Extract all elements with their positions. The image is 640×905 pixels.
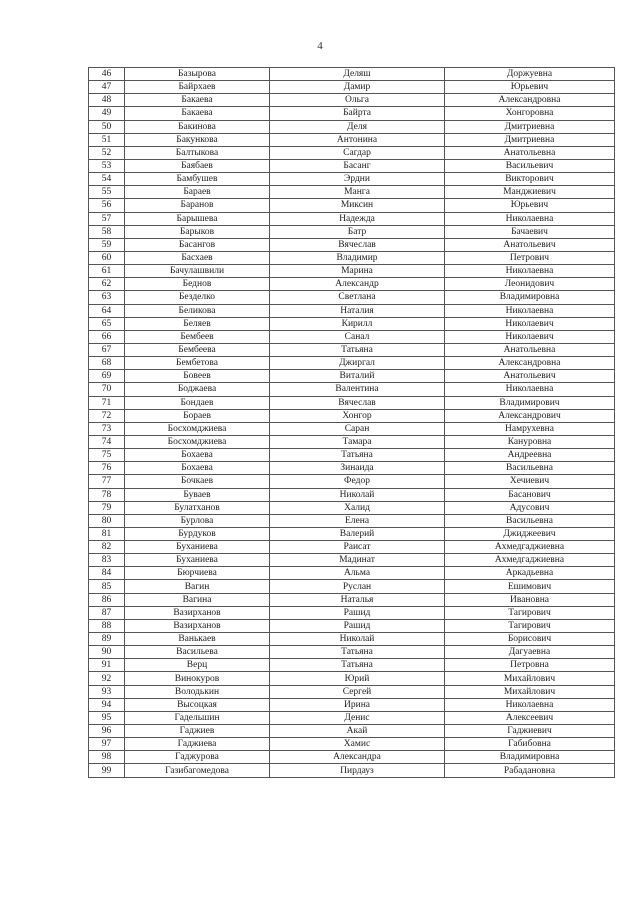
row-number-cell: 58 [89, 225, 125, 238]
patronymic-cell: Хечиевич [445, 475, 615, 488]
first-name-cell: Наталья [270, 593, 445, 606]
first-name-cell: Манга [270, 186, 445, 199]
row-number-cell: 84 [89, 567, 125, 580]
first-name-cell: Акай [270, 725, 445, 738]
surname-cell: Бакаева [125, 107, 270, 120]
surname-cell: Безделко [125, 291, 270, 304]
first-name-cell: Альма [270, 567, 445, 580]
roster-table [88, 67, 615, 778]
surname-cell: Бембетова [125, 357, 270, 370]
first-name-cell: Пирдауз [270, 764, 445, 777]
patronymic-cell: Доржуевна [445, 68, 615, 81]
surname-cell: Булатханов [125, 501, 270, 514]
row-number-cell: 73 [89, 422, 125, 435]
patronymic-cell: Леонидович [445, 278, 615, 291]
row-number-cell: 57 [89, 212, 125, 225]
table-row [89, 409, 615, 422]
table-row [89, 711, 615, 724]
first-name-cell: Джиргал [270, 357, 445, 370]
surname-cell: Бамбушев [125, 173, 270, 186]
row-number-cell: 94 [89, 698, 125, 711]
patronymic-cell: Ешимович [445, 580, 615, 593]
table-row [89, 435, 615, 448]
table-row [89, 554, 615, 567]
row-number-cell: 88 [89, 619, 125, 632]
patronymic-cell: Петрович [445, 251, 615, 264]
first-name-cell: Хонгор [270, 409, 445, 422]
surname-cell: Баябаев [125, 159, 270, 172]
patronymic-cell: Александровна [445, 357, 615, 370]
first-name-cell: Валерий [270, 527, 445, 540]
row-number-cell: 67 [89, 343, 125, 356]
table-row [89, 646, 615, 659]
first-name-cell: Наталия [270, 304, 445, 317]
row-number-cell: 47 [89, 81, 125, 94]
surname-cell: Бохаева [125, 449, 270, 462]
first-name-cell: Тамара [270, 435, 445, 448]
table-row [89, 212, 615, 225]
surname-cell: Гаджурова [125, 751, 270, 764]
surname-cell: Базырова [125, 68, 270, 81]
row-number-cell: 72 [89, 409, 125, 422]
patronymic-cell: Гаджиевич [445, 725, 615, 738]
patronymic-cell: Дмитриевна [445, 133, 615, 146]
surname-cell: Басхаев [125, 251, 270, 264]
first-name-cell: Батр [270, 225, 445, 238]
first-name-cell: Александра [270, 751, 445, 764]
first-name-cell: Татьяна [270, 659, 445, 672]
patronymic-cell: Хонгоровна [445, 107, 615, 120]
row-number-cell: 70 [89, 383, 125, 396]
table-row [89, 672, 615, 685]
table-row [89, 725, 615, 738]
patronymic-cell: Михайлович [445, 685, 615, 698]
surname-cell: Верц [125, 659, 270, 672]
surname-cell: Буханиева [125, 541, 270, 554]
patronymic-cell: Николаевна [445, 265, 615, 278]
row-number-cell: 77 [89, 475, 125, 488]
patronymic-cell: Юрьевич [445, 199, 615, 212]
table-row [89, 659, 615, 672]
patronymic-cell: Аркадьевна [445, 567, 615, 580]
first-name-cell: Халид [270, 501, 445, 514]
table-row [89, 698, 615, 711]
first-name-cell: Николай [270, 488, 445, 501]
first-name-cell: Антонина [270, 133, 445, 146]
surname-cell: Вагина [125, 593, 270, 606]
table-row [89, 422, 615, 435]
row-number-cell: 49 [89, 107, 125, 120]
table-row [89, 146, 615, 159]
row-number-cell: 76 [89, 462, 125, 475]
table-row [89, 764, 615, 777]
surname-cell: Бембеев [125, 330, 270, 343]
row-number-cell: 53 [89, 159, 125, 172]
patronymic-cell: Борисович [445, 633, 615, 646]
row-number-cell: 50 [89, 120, 125, 133]
row-number-cell: 74 [89, 435, 125, 448]
row-number-cell: 69 [89, 370, 125, 383]
table-row [89, 159, 615, 172]
table-row [89, 225, 615, 238]
patronymic-cell: Николаевна [445, 304, 615, 317]
table-row [89, 370, 615, 383]
row-number-cell: 78 [89, 488, 125, 501]
patronymic-cell: Намрухевна [445, 422, 615, 435]
table-row [89, 291, 615, 304]
surname-cell: Газибагомедова [125, 764, 270, 777]
row-number-cell: 89 [89, 633, 125, 646]
table-row [89, 685, 615, 698]
surname-cell: Бораев [125, 409, 270, 422]
row-number-cell: 95 [89, 711, 125, 724]
first-name-cell: Вячеслав [270, 396, 445, 409]
surname-cell: Баранов [125, 199, 270, 212]
table-row [89, 357, 615, 370]
first-name-cell: Байрта [270, 107, 445, 120]
surname-cell: Винокуров [125, 672, 270, 685]
first-name-cell: Деляш [270, 68, 445, 81]
table-row [89, 120, 615, 133]
first-name-cell: Татьяна [270, 343, 445, 356]
surname-cell: Гаджиев [125, 725, 270, 738]
surname-cell: Бочкаев [125, 475, 270, 488]
row-number-cell: 87 [89, 606, 125, 619]
first-name-cell: Басанг [270, 159, 445, 172]
surname-cell: Бурлова [125, 514, 270, 527]
first-name-cell: Эрдни [270, 173, 445, 186]
row-number-cell: 91 [89, 659, 125, 672]
patronymic-cell: Тагирович [445, 619, 615, 632]
patronymic-cell: Бачаевич [445, 225, 615, 238]
row-number-cell: 96 [89, 725, 125, 738]
first-name-cell: Зинаида [270, 462, 445, 475]
surname-cell: Бакинова [125, 120, 270, 133]
row-number-cell: 93 [89, 685, 125, 698]
surname-cell: Васильева [125, 646, 270, 659]
table-row [89, 186, 615, 199]
first-name-cell: Мадинат [270, 554, 445, 567]
table-row [89, 173, 615, 186]
row-number-cell: 66 [89, 330, 125, 343]
patronymic-cell: Николаевич [445, 330, 615, 343]
surname-cell: Гадельшин [125, 711, 270, 724]
patronymic-cell: Петровна [445, 659, 615, 672]
surname-cell: Бюрчиева [125, 567, 270, 580]
table-row [89, 343, 615, 356]
row-number-cell: 55 [89, 186, 125, 199]
patronymic-cell: Николаевна [445, 383, 615, 396]
first-name-cell: Рашид [270, 606, 445, 619]
first-name-cell: Ольга [270, 94, 445, 107]
patronymic-cell: Анатольевич [445, 238, 615, 251]
patronymic-cell: Владимирович [445, 396, 615, 409]
first-name-cell: Кирилл [270, 317, 445, 330]
first-name-cell: Деля [270, 120, 445, 133]
page-number: 4 [317, 40, 323, 52]
table-row [89, 488, 615, 501]
row-number-cell: 56 [89, 199, 125, 212]
first-name-cell: Дамир [270, 81, 445, 94]
surname-cell: Басангов [125, 238, 270, 251]
patronymic-cell: Васильевич [445, 159, 615, 172]
first-name-cell: Александр [270, 278, 445, 291]
table-row [89, 738, 615, 751]
patronymic-cell: Васильевна [445, 462, 615, 475]
row-number-cell: 81 [89, 527, 125, 540]
row-number-cell: 54 [89, 173, 125, 186]
surname-cell: Беляев [125, 317, 270, 330]
roster-body [89, 68, 615, 778]
first-name-cell: Марина [270, 265, 445, 278]
patronymic-cell: Андреевна [445, 449, 615, 462]
row-number-cell: 92 [89, 672, 125, 685]
first-name-cell: Виталий [270, 370, 445, 383]
surname-cell: Бембеева [125, 343, 270, 356]
patronymic-cell: Тагирович [445, 606, 615, 619]
first-name-cell: Рашид [270, 619, 445, 632]
table-row [89, 606, 615, 619]
first-name-cell: Елена [270, 514, 445, 527]
first-name-cell: Раисат [270, 541, 445, 554]
row-number-cell: 51 [89, 133, 125, 146]
table-row [89, 619, 615, 632]
table-row [89, 396, 615, 409]
surname-cell: Байрхаев [125, 81, 270, 94]
surname-cell: Вагин [125, 580, 270, 593]
row-number-cell: 48 [89, 94, 125, 107]
table-row [89, 633, 615, 646]
patronymic-cell: Михайлович [445, 672, 615, 685]
first-name-cell: Руслан [270, 580, 445, 593]
surname-cell: Барышева [125, 212, 270, 225]
first-name-cell: Санал [270, 330, 445, 343]
first-name-cell: Миксин [270, 199, 445, 212]
table-row [89, 68, 615, 81]
patronymic-cell: Рабадановна [445, 764, 615, 777]
table-row [89, 567, 615, 580]
table-row [89, 541, 615, 554]
table-row [89, 317, 615, 330]
table-row [89, 580, 615, 593]
first-name-cell: Федор [270, 475, 445, 488]
patronymic-cell: Ахмедгаджиевна [445, 541, 615, 554]
row-number-cell: 75 [89, 449, 125, 462]
row-number-cell: 80 [89, 514, 125, 527]
surname-cell: Бохаева [125, 462, 270, 475]
surname-cell: Гаджиева [125, 738, 270, 751]
patronymic-cell: Владимировна [445, 751, 615, 764]
table-row [89, 514, 615, 527]
patronymic-cell: Юрьевич [445, 81, 615, 94]
first-name-cell: Валентина [270, 383, 445, 396]
table-row [89, 449, 615, 462]
patronymic-cell: Дагуаевна [445, 646, 615, 659]
surname-cell: Ванькаев [125, 633, 270, 646]
surname-cell: Вазирханов [125, 606, 270, 619]
row-number-cell: 82 [89, 541, 125, 554]
first-name-cell: Вячеслав [270, 238, 445, 251]
surname-cell: Буваев [125, 488, 270, 501]
surname-cell: Балтыкова [125, 146, 270, 159]
table-row [89, 278, 615, 291]
table-row [89, 304, 615, 317]
table-row [89, 81, 615, 94]
patronymic-cell: Джиджеевич [445, 527, 615, 540]
first-name-cell: Надежда [270, 212, 445, 225]
first-name-cell: Денис [270, 711, 445, 724]
row-number-cell: 83 [89, 554, 125, 567]
first-name-cell: Ирина [270, 698, 445, 711]
surname-cell: Барыков [125, 225, 270, 238]
patronymic-cell: Ахмедгаджиевна [445, 554, 615, 567]
first-name-cell: Татьяна [270, 646, 445, 659]
row-number-cell: 97 [89, 738, 125, 751]
row-number-cell: 98 [89, 751, 125, 764]
first-name-cell: Татьяна [270, 449, 445, 462]
patronymic-cell: Кануровна [445, 435, 615, 448]
surname-cell: Бараев [125, 186, 270, 199]
surname-cell: Босхомджиева [125, 435, 270, 448]
table-row [89, 199, 615, 212]
table-row [89, 238, 615, 251]
surname-cell: Володькин [125, 685, 270, 698]
table-row [89, 593, 615, 606]
patronymic-cell: Васильевна [445, 514, 615, 527]
row-number-cell: 46 [89, 68, 125, 81]
row-number-cell: 85 [89, 580, 125, 593]
surname-cell: Боджаева [125, 383, 270, 396]
patronymic-cell: Владимировна [445, 291, 615, 304]
patronymic-cell: Николаевна [445, 212, 615, 225]
surname-cell: Бурдуков [125, 527, 270, 540]
patronymic-cell: Викторович [445, 173, 615, 186]
patronymic-cell: Николаевна [445, 698, 615, 711]
row-number-cell: 62 [89, 278, 125, 291]
table-row [89, 751, 615, 764]
surname-cell: Вазирханов [125, 619, 270, 632]
first-name-cell: Сергей [270, 685, 445, 698]
patronymic-cell: Александрович [445, 409, 615, 422]
row-number-cell: 90 [89, 646, 125, 659]
surname-cell: Бондаев [125, 396, 270, 409]
surname-cell: Бакаева [125, 94, 270, 107]
row-number-cell: 86 [89, 593, 125, 606]
first-name-cell: Юрий [270, 672, 445, 685]
row-number-cell: 68 [89, 357, 125, 370]
patronymic-cell: Габибовна [445, 738, 615, 751]
patronymic-cell: Александровна [445, 94, 615, 107]
surname-cell: Бовеев [125, 370, 270, 383]
patronymic-cell: Ивановна [445, 593, 615, 606]
first-name-cell: Саран [270, 422, 445, 435]
surname-cell: Беликова [125, 304, 270, 317]
surname-cell: Буханиева [125, 554, 270, 567]
patronymic-cell: Адусович [445, 501, 615, 514]
row-number-cell: 64 [89, 304, 125, 317]
surname-cell: Бачулашвили [125, 265, 270, 278]
patronymic-cell: Манджиевич [445, 186, 615, 199]
first-name-cell: Светлана [270, 291, 445, 304]
row-number-cell: 71 [89, 396, 125, 409]
row-number-cell: 52 [89, 146, 125, 159]
patronymic-cell: Дмитриевна [445, 120, 615, 133]
table-row [89, 383, 615, 396]
table-row [89, 133, 615, 146]
table-row [89, 107, 615, 120]
row-number-cell: 60 [89, 251, 125, 264]
surname-cell: Высоцкая [125, 698, 270, 711]
surname-cell: Бакункова [125, 133, 270, 146]
row-number-cell: 63 [89, 291, 125, 304]
table-row [89, 265, 615, 278]
table-row [89, 501, 615, 514]
table-row [89, 330, 615, 343]
row-number-cell: 59 [89, 238, 125, 251]
surname-cell: Беднов [125, 278, 270, 291]
first-name-cell: Хамис [270, 738, 445, 751]
table-row [89, 251, 615, 264]
row-number-cell: 61 [89, 265, 125, 278]
row-number-cell: 79 [89, 501, 125, 514]
table-row [89, 527, 615, 540]
patronymic-cell: Анатольевна [445, 343, 615, 356]
first-name-cell: Сагдар [270, 146, 445, 159]
table-row [89, 462, 615, 475]
table-row [89, 94, 615, 107]
first-name-cell: Владимир [270, 251, 445, 264]
surname-cell: Босхомджиева [125, 422, 270, 435]
row-number-cell: 99 [89, 764, 125, 777]
patronymic-cell: Анатольевна [445, 146, 615, 159]
table-row [89, 475, 615, 488]
row-number-cell: 65 [89, 317, 125, 330]
first-name-cell: Николай [270, 633, 445, 646]
patronymic-cell: Анатольевич [445, 370, 615, 383]
patronymic-cell: Николаевич [445, 317, 615, 330]
patronymic-cell: Басанович [445, 488, 615, 501]
patronymic-cell: Алексеевич [445, 711, 615, 724]
